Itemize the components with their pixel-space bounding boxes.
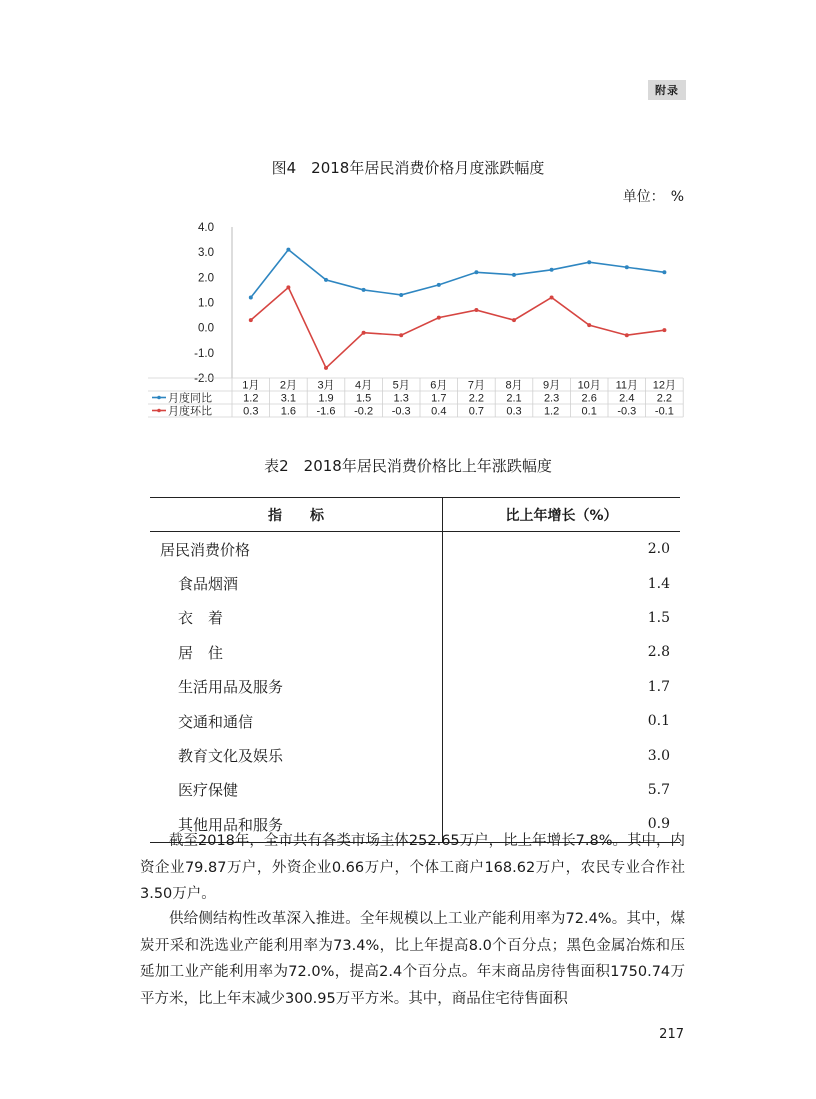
data-point: [662, 270, 666, 274]
table-row: [150, 532, 680, 567]
row-name: 医疗保健: [150, 773, 443, 807]
row-value: 2.0: [647, 541, 670, 558]
x-tick-label: 6月: [430, 379, 448, 392]
data-point: [550, 268, 554, 272]
table-row: [150, 773, 680, 807]
row-value: 3.0: [647, 747, 670, 764]
data-point: [662, 328, 666, 332]
data-point: [249, 295, 253, 299]
data-label: 2.2: [656, 392, 673, 405]
data-point: [399, 333, 403, 337]
data-label: 1.7: [431, 392, 447, 405]
table-row: [150, 566, 680, 600]
y-tick-label: 3.0: [198, 247, 214, 260]
x-tick-label: 11月: [615, 379, 639, 392]
table-row: [150, 601, 680, 635]
row-value: 5.7: [647, 781, 670, 798]
data-point: [587, 323, 591, 327]
y-tick-label: 2.0: [198, 272, 214, 285]
row-name: 教育文化及娱乐: [150, 738, 443, 772]
data-label: -0.1: [654, 405, 674, 418]
x-tick-label: 9月: [543, 379, 561, 392]
row-value: 2.8: [647, 644, 670, 661]
row-value: 1.7: [647, 678, 670, 695]
x-tick-label: 7月: [467, 379, 485, 392]
x-tick-label: 8月: [505, 379, 523, 392]
y-tick-label: 1.0: [198, 297, 214, 310]
table-row: [150, 635, 680, 669]
data-label: 2.6: [581, 392, 597, 405]
row-value: 0.9: [443, 807, 681, 842]
data-label: 1.2: [243, 392, 259, 405]
data-label: 0.3: [506, 405, 522, 418]
monthly-cpi-chart: [140, 210, 685, 425]
table-row: [150, 738, 680, 772]
unit-label-text: 单位：: [622, 189, 665, 205]
data-label: -0.3: [617, 405, 637, 418]
figure-title: 图4 2018年居民消费价格月度涨跌幅度: [271, 159, 545, 177]
y-tick-label: 4.0: [198, 222, 214, 234]
data-label: -0.2: [354, 405, 374, 418]
row-value: 0.1: [647, 713, 670, 730]
row-name: 衣 着: [150, 601, 443, 635]
row-name: 居 住: [150, 635, 443, 669]
legend-label: 月度环比: [168, 405, 212, 418]
section-tab: 附录: [648, 80, 686, 100]
row-value: 1.5: [647, 609, 670, 626]
data-label: 1.5: [355, 392, 372, 405]
header-indicator: 指 标: [150, 498, 443, 532]
paragraph-market-entities: 截至2018年，全市共有各类市场主体252.65万户，比上年增长7.8%。其中，内资企业79.87万户，外资企业0.66万户，个体工商户168.62万户，农民专业合作社3.50万户。: [140, 833, 685, 902]
data-label: 2.3: [543, 392, 560, 405]
x-tick-label: 3月: [317, 379, 335, 392]
unit-label: [617, 186, 684, 206]
data-label: 2.2: [468, 392, 485, 405]
row-name: 生活用品及服务: [150, 670, 443, 704]
data-point: [399, 293, 403, 297]
data-point: [286, 285, 290, 289]
data-point: [474, 270, 478, 274]
cpi-table: [150, 497, 680, 843]
data-point: [437, 316, 441, 320]
row-name: 交通和通信: [150, 704, 443, 738]
data-point: [324, 278, 328, 282]
unit-value: %: [670, 189, 684, 205]
row-name: 其他用品和服务: [150, 807, 443, 842]
row-value: 1.4: [647, 575, 670, 592]
data-label: 1.2: [543, 405, 560, 418]
data-label: 2.4: [619, 392, 635, 405]
x-tick-label: 2月: [279, 379, 297, 392]
series-line-1: [251, 250, 665, 298]
data-label: 0.1: [581, 405, 597, 418]
data-label: 1.3: [393, 392, 409, 405]
table-title: 表2 2018年居民消费价格比上年涨跌幅度: [264, 457, 552, 475]
data-point: [512, 318, 516, 322]
data-point: [249, 318, 253, 322]
data-label: -0.3: [391, 405, 411, 418]
data-point: [324, 366, 328, 370]
data-label: 1.6: [280, 405, 297, 418]
table-row: [150, 670, 680, 704]
series-line-2: [251, 287, 665, 368]
data-label: 2.1: [506, 392, 522, 405]
legend-marker: [157, 396, 161, 400]
data-label: 0.3: [243, 405, 259, 418]
data-point: [625, 333, 629, 337]
y-tick-label: -2.0: [194, 373, 214, 385]
data-label: 3.1: [280, 392, 297, 405]
data-label: -1.6: [316, 405, 336, 418]
data-point: [286, 248, 290, 252]
page-number: 217: [659, 1027, 684, 1042]
x-tick-label: 5月: [392, 379, 410, 392]
legend-marker: [157, 409, 161, 413]
data-label: 0.7: [468, 405, 485, 418]
x-tick-label: 12月: [652, 379, 677, 392]
data-point: [362, 288, 366, 292]
row-name: 居民消费价格: [150, 532, 443, 567]
data-label: 1.9: [318, 392, 334, 405]
data-point: [474, 308, 478, 312]
data-point: [437, 283, 441, 287]
table-row: [150, 704, 680, 738]
table-header-row: [150, 498, 680, 532]
data-point: [625, 265, 629, 269]
y-tick-label: 0.0: [198, 322, 214, 335]
data-point: [512, 273, 516, 277]
data-point: [550, 295, 554, 299]
data-point: [362, 331, 366, 335]
legend-label: 月度同比: [168, 392, 212, 405]
x-tick-label: 10月: [577, 379, 601, 392]
row-name: 食品烟酒: [150, 566, 443, 600]
header-growth: 比上年增长（%）: [443, 498, 681, 532]
y-tick-label: -1.0: [194, 347, 214, 360]
x-tick-label: 1月: [242, 379, 260, 392]
paragraph-supply-side-reform: 供给侧结构性改革深入推进。全年规模以上工业产能利用率为72.4%。其中，煤炭开采和洗选业产能利用率为73.4%，比上年提高8.0个百分点；黑色金属冶炼和压延加工业产能利用率为72.0%，提高2.4个百分点。年末商品房待售面积1750.74万平方米，比上年末减少300.95万平方米。其中，商品住宅待售面积: [140, 911, 685, 1007]
data-label: 0.4: [431, 405, 447, 418]
x-tick-label: 4月: [355, 379, 373, 392]
data-point: [587, 260, 591, 264]
